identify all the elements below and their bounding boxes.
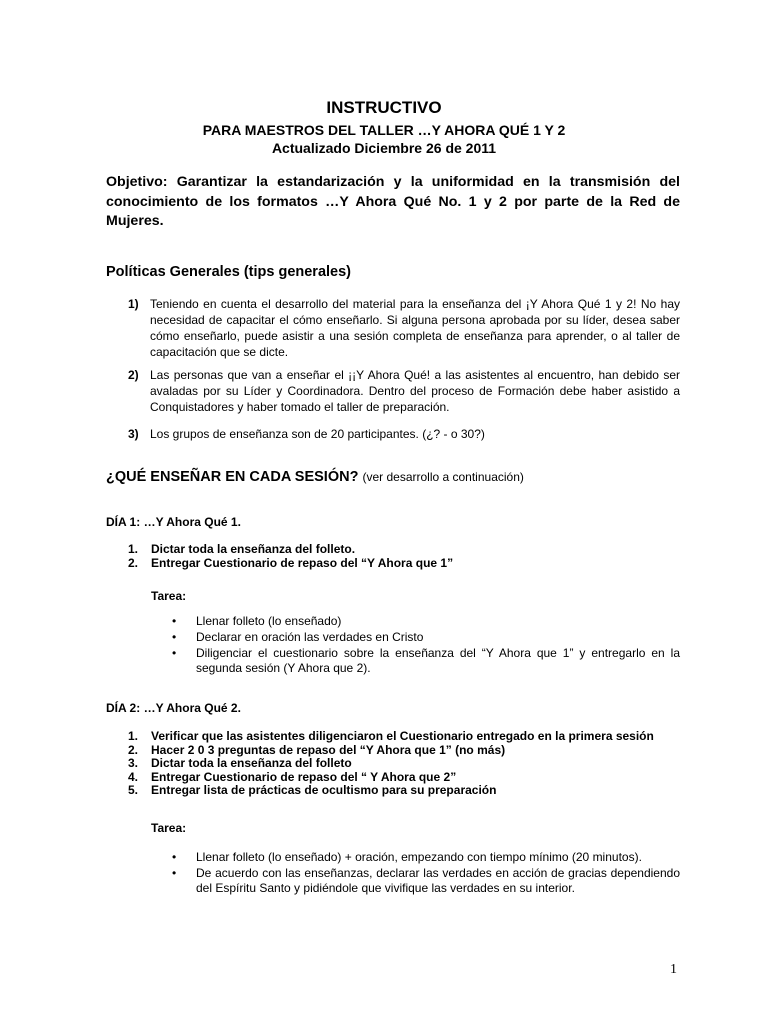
list-item: [128, 784, 688, 798]
policy-number: 1): [128, 297, 139, 311]
day2-title: : …Y Ahora Qué 2.: [136, 701, 241, 715]
list-item: [172, 630, 680, 645]
step-number: 5.: [128, 783, 139, 797]
day1-tarea-label: Tarea:: [151, 589, 187, 603]
step-number: 2.: [128, 742, 139, 757]
step-text: Hacer 2 0 3 preguntas de repaso del “Y Ahora que 1” (no más): [151, 742, 506, 757]
step-text: Dictar toda la enseñanza del folleto: [151, 756, 352, 770]
day1-title: : …Y Ahora Qué 1.: [136, 515, 241, 529]
policy-item-3: [128, 426, 680, 442]
tarea-text: Diligenciar el cuestionario sobre la enseñanza del “Y Ahora que 1” y entregarlo en la segunda sesión (Y Ahora que 2).: [196, 646, 680, 675]
step-text: Entregar Cuestionario de repaso del “Y Ahora que 1”: [151, 555, 454, 570]
list-item: [128, 771, 688, 785]
sessions-heading-text: ¿QUÉ ENSEÑAR EN CADA SESIÓN?: [106, 469, 359, 485]
policy-text: Los grupos de enseñanza son de 20 participantes. (¿? - o 30?): [150, 427, 485, 441]
step-number: 1.: [128, 729, 139, 743]
step-number: 4.: [128, 769, 139, 784]
tarea-text: Llenar folleto (lo enseñado) + oración, empezando con tiempo mínimo (20 minutos).: [196, 850, 642, 864]
bullet-icon: •: [172, 614, 177, 628]
bullet-icon: •: [172, 850, 177, 864]
sessions-heading-note: (ver desarrollo a continuación): [362, 470, 524, 484]
step-number: 2.: [128, 555, 139, 570]
day2-tarea-label: Tarea:: [151, 821, 187, 835]
bullet-icon: •: [172, 646, 177, 660]
day1-heading: [106, 514, 241, 530]
day2-heading: [106, 700, 241, 716]
policy-number: 2): [128, 368, 139, 382]
bullet-icon: •: [172, 630, 177, 644]
day2-steps-list: [128, 730, 688, 798]
tarea-text: Llenar folleto (lo enseñado): [196, 614, 342, 628]
step-text: Entregar Cuestionario de repaso del “ Y Ahora que 2”: [151, 769, 457, 784]
list-item: [172, 646, 680, 676]
day2-tarea-list: [172, 850, 680, 896]
list-item: [128, 730, 688, 744]
day1-label: DÍA 1: [106, 515, 137, 529]
tarea-text: De acuerdo con las enseñanzas, declarar las verdades en acción de gracias dependiendo del Espíritu Santo y pidiéndole que vivifique las verdades en su interior.: [196, 866, 680, 895]
policy-item-2: [128, 367, 680, 415]
document-updated-date: Actualizado Diciembre 26 de 2011: [271, 140, 497, 156]
list-item: [128, 557, 688, 571]
list-item: [172, 614, 680, 629]
list-item: [128, 744, 688, 758]
day1-steps-list: [128, 543, 688, 570]
objective-paragraph: Objetivo: Garantizar la estandarización y la uniformidad en la transmisión del conocimiento de los formatos …Y Ahora Qué No. 1 y 2 por parte de la Red de Mujeres.: [106, 174, 680, 229]
policy-number: 3): [128, 427, 139, 441]
page-number: 1: [670, 962, 677, 977]
policies-heading: Políticas Generales (tips generales): [106, 264, 351, 280]
list-item: [128, 757, 688, 771]
step-text: Entregar lista de prácticas de ocultismo para su preparación: [151, 783, 497, 797]
day1-tarea-list: [172, 614, 680, 676]
document-subtitle: PARA MAESTROS DEL TALLER …Y AHORA QUÉ 1 Y 2: [202, 122, 566, 138]
step-number: 3.: [128, 756, 139, 770]
day2-label: DÍA 2: [106, 701, 137, 715]
list-item: [172, 850, 680, 865]
policy-text: Las personas que van a enseñar el ¡¡Y Ahora Qué! a las asistentes al encuentro, han debido ser avaladas por su Líder y Coordinadora. Dentro del proceso de Formación debe haber asistido a Conquistadores y haber tomado el taller de preparación.: [150, 368, 680, 414]
bullet-icon: •: [172, 866, 177, 880]
sessions-heading: [106, 468, 524, 486]
list-item: [172, 866, 680, 896]
policy-item-1: [128, 296, 680, 360]
document-title: INSTRUCTIVO: [326, 98, 442, 117]
tarea-text: Declarar en oración las verdades en Cristo: [196, 630, 424, 644]
step-text: Verificar que las asistentes diligenciaron el Cuestionario entregado en la primera sesión: [151, 729, 654, 743]
step-text: Dictar toda la enseñanza del folleto.: [151, 542, 356, 556]
step-number: 1.: [128, 542, 139, 556]
list-item: [128, 543, 688, 557]
policy-text: Teniendo en cuenta el desarrollo del material para la enseñanza del ¡Y Ahora Qué 1 y 2! No hay necesidad de capacitar el cómo enseñarlo. Si alguna persona aprobada por su líder, desea saber cómo enseñarlo, puede asistir a una sesión completa de enseñanza para aprender, o al taller de capacitación que se dicte.: [150, 297, 680, 359]
